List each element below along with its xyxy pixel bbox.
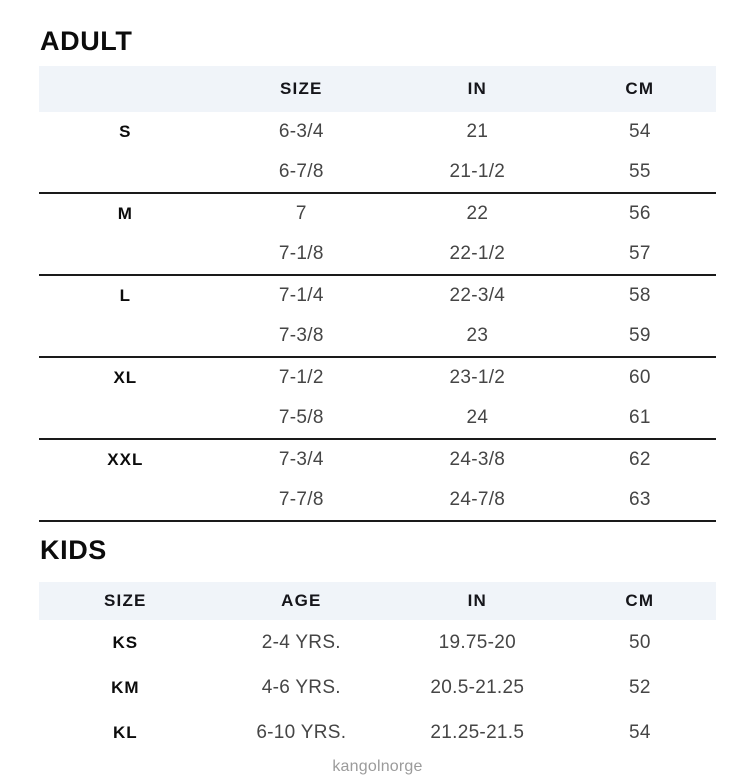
size-cell: 7-3/8	[212, 316, 391, 357]
in-cell: 19.75-20	[438, 631, 517, 653]
kids-col-header-in: IN	[391, 582, 564, 620]
size-cell: 7	[295, 202, 307, 224]
size-group-label-empty	[39, 480, 212, 521]
cm-cell: 56	[628, 202, 651, 224]
size-label: KS	[112, 632, 139, 652]
cm-cell: 54	[628, 120, 651, 142]
size-group-label-empty	[39, 152, 212, 193]
in-cell: 21.25-21.5	[430, 721, 525, 743]
table-row	[39, 480, 716, 521]
cm-cell: 52	[628, 676, 651, 698]
age-cell: 6-10 YRS.	[256, 721, 347, 743]
in-cell: 24-3/8	[449, 448, 506, 470]
kids-col-header-size: SIZE	[39, 582, 212, 620]
adult-section	[39, 27, 716, 522]
size-cell: 6-7/8	[212, 152, 391, 193]
size-group-label-empty	[39, 398, 212, 439]
kids-section	[39, 536, 716, 756]
cm-cell: 50	[628, 631, 651, 653]
table-row	[39, 439, 716, 480]
size-group-label: M	[117, 203, 133, 223]
age-cell: 4-6 YRS.	[261, 676, 341, 698]
table-row	[39, 112, 716, 152]
in-cell: 20.5-21.25	[430, 676, 525, 698]
in-cell: 21	[466, 120, 489, 142]
size-group-label: XXL	[107, 449, 144, 469]
age-cell: 2-4 YRS.	[261, 631, 341, 653]
adult-col-header-in: IN	[391, 66, 564, 112]
cm-cell: 60	[628, 366, 651, 388]
in-cell: 23	[391, 316, 564, 357]
size-cell: 7-7/8	[212, 480, 391, 521]
size-group-label-empty	[39, 234, 212, 275]
in-cell: 21-1/2	[391, 152, 564, 193]
adult-col-header-cm: CM	[564, 66, 716, 112]
cm-cell: 57	[564, 234, 716, 275]
in-cell: 22-3/4	[449, 284, 506, 306]
adult-col-header-blank	[39, 66, 212, 112]
size-label: KM	[111, 677, 140, 697]
size-group-label: S	[119, 121, 132, 141]
size-cell: 7-1/4	[278, 284, 324, 306]
table-row	[39, 620, 716, 665]
table-row	[39, 234, 716, 275]
table-row	[39, 665, 716, 710]
footer-watermark: kangolnorge	[332, 758, 423, 776]
size-group-label-empty	[39, 316, 212, 357]
size-label: KL	[112, 722, 138, 742]
cm-cell: 62	[628, 448, 651, 470]
table-row	[39, 275, 716, 316]
in-cell: 24	[391, 398, 564, 439]
size-cell: 7-3/4	[278, 448, 324, 470]
kids-header-row	[39, 582, 716, 620]
kids-col-header-age: AGE	[212, 582, 391, 620]
table-row	[39, 398, 716, 439]
cm-cell: 63	[564, 480, 716, 521]
table-row	[39, 316, 716, 357]
kids-size-table	[39, 582, 716, 755]
cm-cell: 55	[564, 152, 716, 193]
size-cell: 7-5/8	[212, 398, 391, 439]
size-group-label: L	[119, 285, 131, 305]
table-row	[39, 152, 716, 193]
table-row	[39, 193, 716, 234]
table-row	[39, 357, 716, 398]
kids-section-title: KIDS	[40, 534, 107, 565]
cm-cell: 58	[628, 284, 651, 306]
in-cell: 22-1/2	[391, 234, 564, 275]
in-cell: 22	[466, 202, 489, 224]
adult-section-title: ADULT	[40, 26, 133, 56]
cm-cell: 54	[628, 721, 651, 743]
size-cell: 6-3/4	[278, 120, 324, 142]
cm-cell: 59	[564, 316, 716, 357]
in-cell: 23-1/2	[449, 366, 506, 388]
adult-size-table	[39, 66, 716, 522]
adult-col-header-size: SIZE	[212, 66, 391, 112]
size-group-label: XL	[113, 367, 138, 387]
cm-cell: 61	[564, 398, 716, 439]
kids-col-header-cm: CM	[564, 582, 716, 620]
size-cell: 7-1/8	[212, 234, 391, 275]
table-row	[39, 710, 716, 755]
size-cell: 7-1/2	[278, 366, 324, 388]
adult-header-row	[39, 66, 716, 112]
in-cell: 24-7/8	[391, 480, 564, 521]
